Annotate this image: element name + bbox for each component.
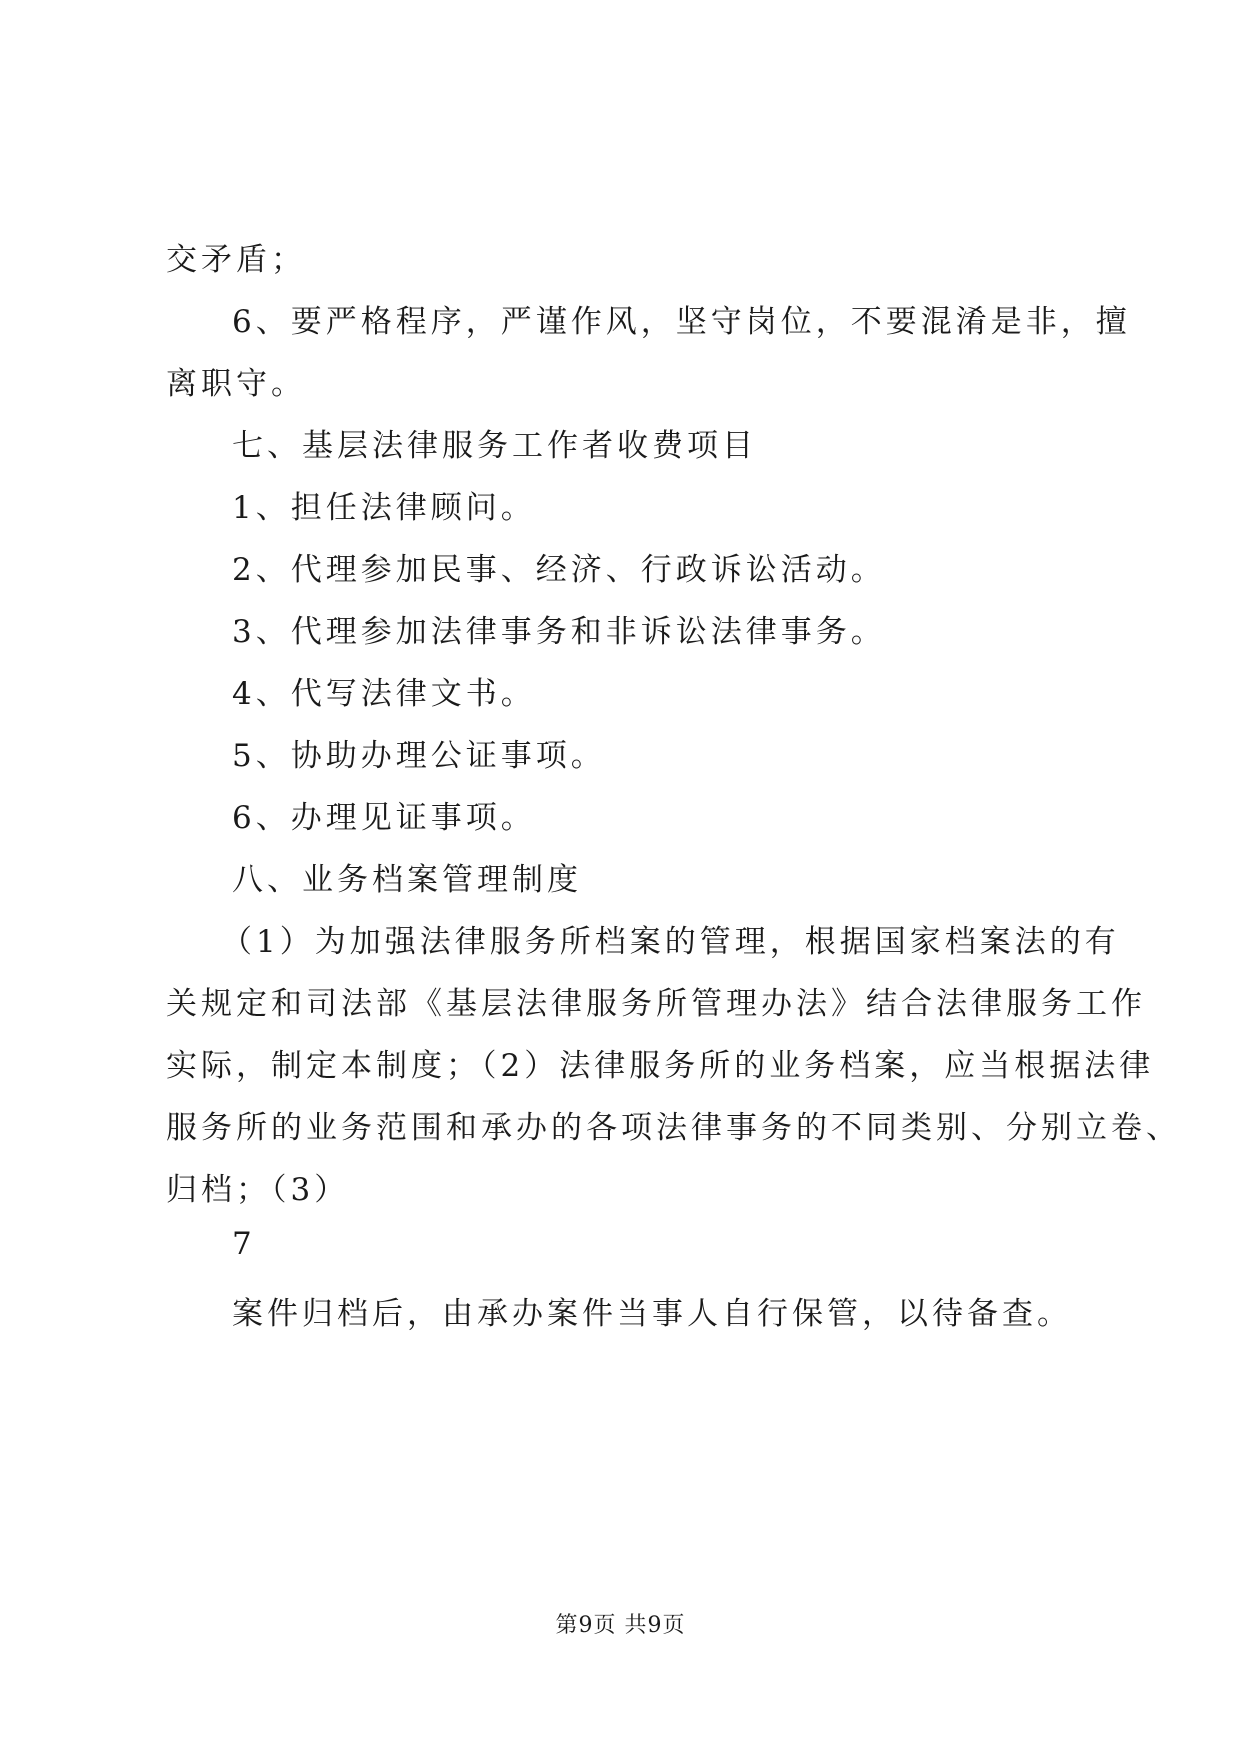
text-line: 交矛盾； [166,242,306,278]
text-line: 关规定和司法部《基层法律服务所管理办法》结合法律服务工作 [166,986,1146,1022]
text-line: 归档；（3） [166,1172,350,1208]
list-item: 1、担任法律顾问。 [232,490,536,526]
list-item: 5、协助办理公证事项。 [232,738,606,774]
text-line: 案件归档后，由承办案件当事人自行保管，以待备查。 [232,1296,1072,1332]
list-item: 3、代理参加法律事务和非诉讼法律事务。 [232,614,886,650]
text-line: （1）为加强法律服务所档案的管理，根据国家档案法的有 [221,924,1120,960]
text-line: 实际，制定本制度；（2）法律服务所的业务档案，应当根据法律 [166,1048,1155,1084]
list-item: 2、代理参加民事、经济、行政诉讼活动。 [232,552,886,588]
page-footer: 第9页 共9页 [555,1613,686,1638]
section-heading: 八、业务档案管理制度 [232,862,582,898]
section-heading: 七、基层法律服务工作者收费项目 [232,428,757,464]
text-line: 离职守。 [166,366,306,402]
text-line: 服务所的业务范围和承办的各项法律事务的不同类别、分别立卷、 [166,1110,1181,1146]
list-item: 6、办理见证事项。 [232,800,536,836]
text-line: 6、要严格程序，严谨作风，坚守岗位，不要混淆是非，擅 [232,304,1131,340]
text-line: 7 [232,1226,256,1262]
list-item: 4、代写法律文书。 [232,676,536,712]
